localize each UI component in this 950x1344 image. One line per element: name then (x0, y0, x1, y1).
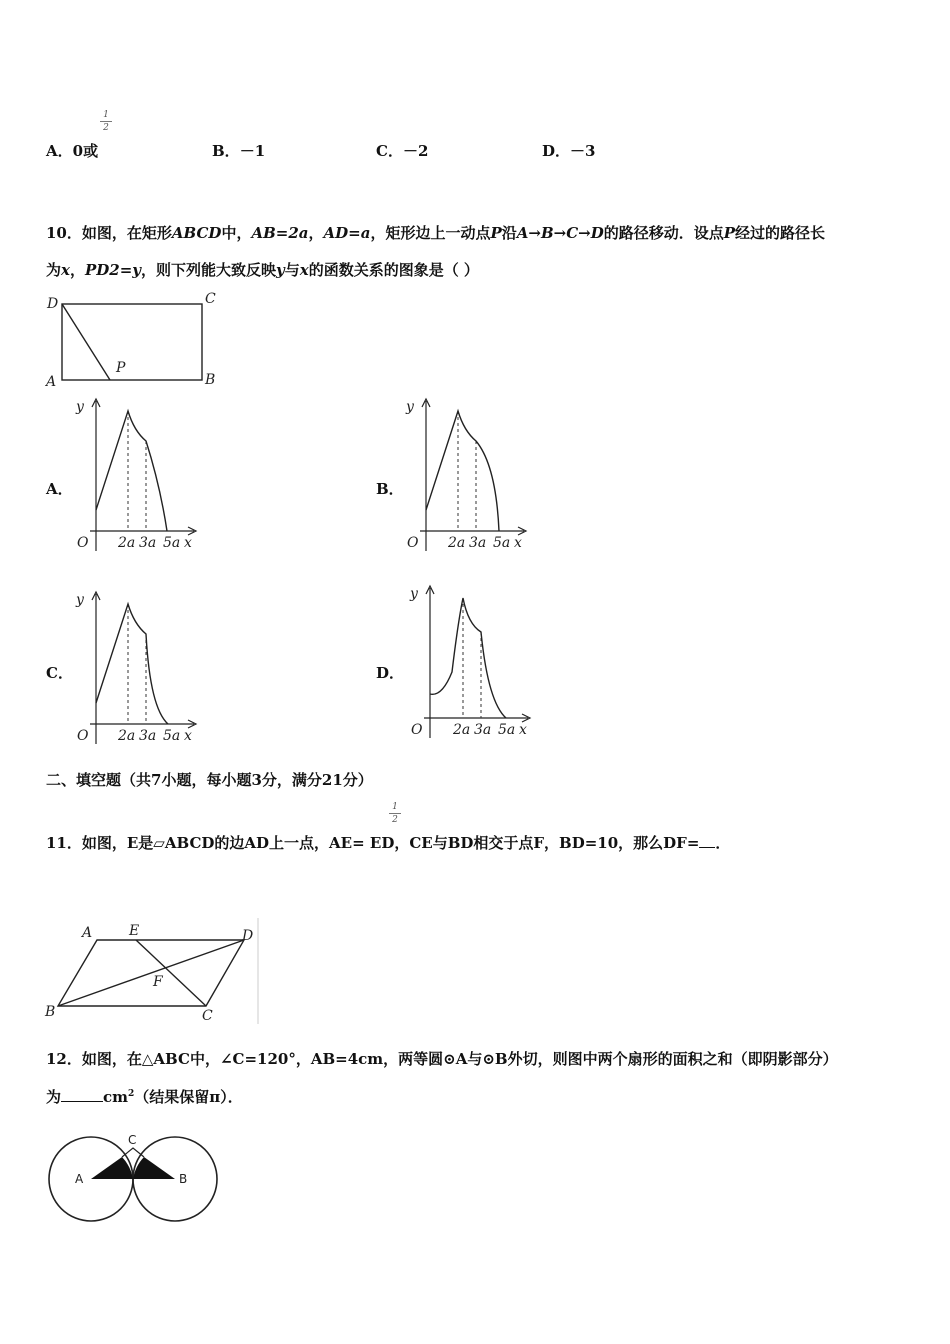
q10-text: 的函数关系的图象是（ ） (308, 261, 479, 279)
tick-2a: 2a (118, 728, 136, 744)
fraction-numerator: 1 (103, 110, 109, 120)
q10-text: ，矩形边上一动点 (370, 224, 491, 242)
graph-a[interactable] (72, 395, 212, 555)
q10-text: 经过的路径长 (735, 224, 826, 242)
tick-5a: 5a (163, 535, 181, 551)
rectangle-figure (44, 290, 224, 390)
label-a: A (46, 374, 57, 390)
axis-y-label: y (406, 399, 414, 415)
tick-3a: 3a (469, 535, 487, 551)
label-b: B (205, 372, 216, 388)
origin-label: O (411, 722, 423, 738)
label-e: E (129, 923, 140, 939)
tick-5a: 5a (493, 535, 511, 551)
origin-label: O (77, 535, 89, 551)
graph-b[interactable] (402, 395, 542, 555)
q10-line-2 (46, 259, 479, 280)
unit-superscript: 2 (128, 1089, 135, 1099)
question-number: 10． (46, 224, 82, 242)
tick-2a: 2a (453, 722, 471, 738)
tick-3a: 3a (474, 722, 492, 738)
axis-x-label: x (184, 728, 192, 744)
unit: cm (103, 1088, 129, 1106)
fraction-numerator: 1 (392, 802, 398, 812)
tick-2a: 2a (118, 535, 136, 551)
option-text: －3 (570, 142, 596, 160)
q10-math: PD2=y (84, 261, 141, 279)
tick-3a: 3a (139, 728, 157, 744)
label-c: C (128, 1133, 137, 1147)
q10-math: AB=2a (251, 224, 309, 242)
axis-y-label: y (76, 399, 84, 415)
q10-text: ， (69, 261, 85, 279)
fraction-denominator: 2 (392, 815, 398, 825)
option-text: －1 (239, 142, 266, 160)
q10-text: 的路径移动．设点 (603, 224, 724, 242)
shaded-sector-b (133, 1157, 175, 1179)
choice-d-label[interactable]: D． (376, 664, 405, 682)
question-number: 11． (46, 834, 82, 852)
q10-line-1 (46, 222, 825, 243)
q11-body: 如图，E是▱ABCD的边AD上一点，AE= ED，CE与BD相交于点F，BD=10，那么DF= (81, 834, 700, 852)
option-c[interactable] (376, 140, 428, 161)
question-number: 12． (46, 1050, 82, 1068)
label-b: B (179, 1172, 188, 1186)
q10-math: ABCD (171, 224, 222, 242)
label-c: C (202, 1008, 213, 1024)
option-letter: B． (212, 142, 240, 160)
choice-c-label[interactable]: C． (46, 664, 73, 682)
label-d: D (242, 928, 254, 944)
q10-math: x (299, 261, 309, 279)
q10-text: 沿 (501, 224, 517, 242)
q10-text: 为 (46, 261, 62, 279)
axis-x-label: x (519, 722, 527, 738)
q10-math: P (490, 224, 502, 242)
label-b: B (45, 1004, 56, 1020)
option-letter: D． (542, 142, 571, 160)
option-letter: A． (46, 142, 73, 160)
q10-text: 与 (284, 261, 300, 279)
tick-5a: 5a (498, 722, 516, 738)
q11-end: ． (715, 834, 731, 852)
q10-math: y (276, 261, 285, 279)
fraction-one-half (100, 110, 112, 133)
q12-line-1 (46, 1048, 838, 1069)
q10-math: A→B→C→D (516, 224, 604, 242)
q10-text: ，则下列能大致反映 (141, 261, 277, 279)
graph-d[interactable] (406, 582, 546, 742)
option-letter: C． (376, 142, 403, 160)
origin-label: O (77, 728, 89, 744)
tick-2a: 2a (448, 535, 466, 551)
tick-5a: 5a (163, 728, 181, 744)
q10-math: AD=a (323, 224, 371, 242)
q10-math: x (61, 261, 70, 279)
option-text: 0或 (72, 142, 99, 160)
choice-b-label[interactable]: B． (376, 480, 404, 498)
option-b[interactable] (212, 140, 265, 161)
q10-text: 中， (221, 224, 252, 242)
parallelogram-figure (42, 918, 262, 1028)
q12-line-2 (46, 1086, 243, 1107)
label-f: F (153, 974, 163, 990)
q12-body: 如图，在△ABC中，∠C=120°，AB=4cm，两等圆⊙A与⊙B外切，则图中两个扇形的面积之和（即阴影部分） (81, 1050, 838, 1068)
answer-blank[interactable] (61, 1101, 103, 1102)
q11-text (46, 832, 730, 853)
axis-x-label: x (514, 535, 522, 551)
fraction-denominator: 2 (103, 123, 109, 133)
shaded-sector-a (91, 1157, 133, 1179)
option-a[interactable] (46, 140, 98, 161)
tick-3a: 3a (139, 535, 157, 551)
label-p: P (116, 360, 126, 376)
label-a: A (75, 1172, 84, 1186)
q10-text: 如图，在矩形 (81, 224, 172, 242)
graph-c[interactable] (72, 588, 212, 748)
label-a: A (82, 925, 93, 941)
q12-end: （结果保留π）． (134, 1088, 243, 1106)
q10-math: P (723, 224, 736, 242)
origin-label: O (407, 535, 419, 551)
label-c: C (205, 291, 216, 307)
q10-text: ， (308, 224, 324, 242)
axis-y-label: y (76, 592, 84, 608)
option-d[interactable] (542, 140, 595, 161)
q12-body: 为 (46, 1088, 62, 1106)
answer-blank[interactable] (699, 847, 715, 848)
axis-x-label: x (184, 535, 192, 551)
circles-figure (46, 1130, 226, 1230)
axis-y-label: y (410, 586, 418, 602)
section-title: 二、填空题（共7小题，每小题3分，满分21分） (46, 771, 373, 789)
choice-a-label[interactable]: A． (46, 480, 73, 498)
fraction-one-half (389, 802, 401, 825)
label-d: D (47, 296, 59, 312)
option-text: －2 (402, 142, 429, 160)
